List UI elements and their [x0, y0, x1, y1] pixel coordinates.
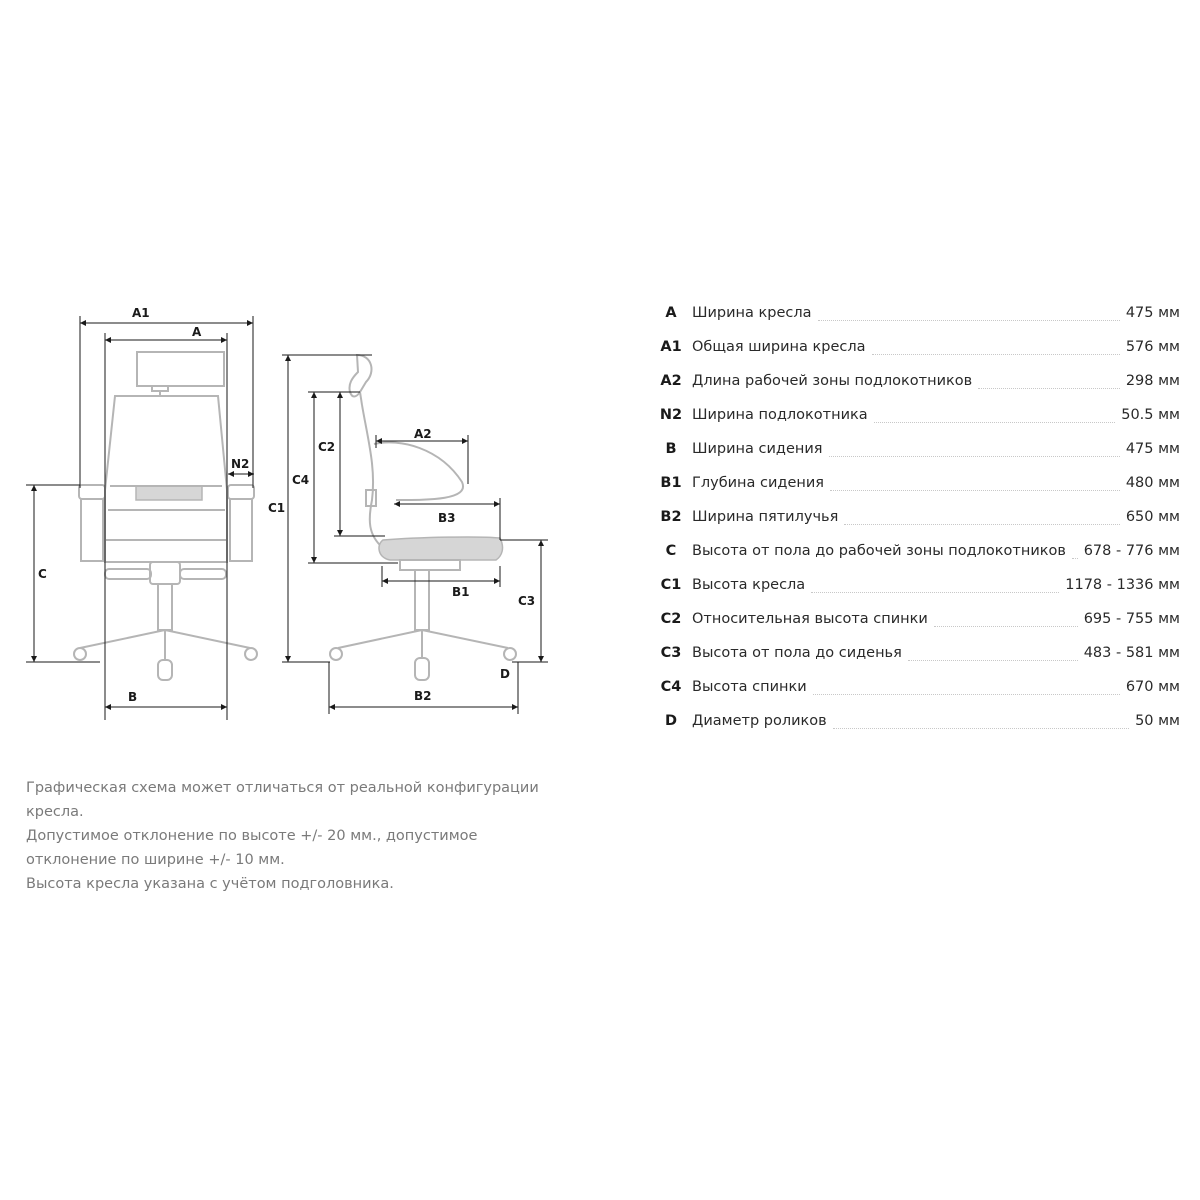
spec-code: B2 [660, 509, 682, 525]
spec-row [650, 568, 1180, 602]
spec-name: Ширина сидения [692, 441, 823, 457]
spec-name: Глубина сидения [692, 475, 825, 491]
spec-value: 298 мм [1125, 373, 1180, 389]
spec-row [650, 534, 1180, 568]
spec-value: 695 - 755 мм [1083, 611, 1180, 627]
dim-label-c2: C2 [318, 440, 336, 454]
spec-name: Ширина кресла [692, 305, 812, 321]
spec-name: Высота от пола до рабочей зоны подлокотников [692, 543, 1066, 559]
leader-dots [830, 490, 1120, 491]
dim-label-a: A [192, 325, 202, 339]
side-headrest [349, 355, 371, 397]
notes [26, 776, 566, 896]
spec-value: 480 мм [1125, 475, 1180, 491]
spec-name: Относительная высота спинки [692, 611, 928, 627]
spec-value: 475 мм [1125, 441, 1180, 457]
front-seat [105, 540, 227, 562]
front-lumbar [136, 486, 202, 500]
dim-label-b1: B1 [452, 585, 470, 599]
leader-dots [978, 388, 1120, 389]
leader-dots [829, 456, 1120, 457]
spec-row [650, 602, 1180, 636]
spec-value: 475 мм [1125, 305, 1180, 321]
front-mechanism [150, 562, 180, 584]
note-tolerance: Допустимое отклонение по высоте +/- 20 мм., допустимое отклонение по ширине +/- 10 мм. [26, 828, 478, 868]
dim-label-b2: B2 [414, 689, 432, 703]
spec-value: 576 мм [1125, 339, 1180, 355]
spec-value: 483 - 581 мм [1083, 645, 1180, 661]
spec-row [650, 364, 1180, 398]
leader-dots [934, 626, 1078, 627]
front-left-armrest [79, 485, 105, 499]
note-headrest: Высота кресла указана с учётом подголовника. [26, 876, 394, 892]
note-config: Графическая схема может отличаться от реальной конфигурации кресла. [26, 780, 539, 820]
spec-code: C4 [660, 679, 682, 695]
spec-value: 1178 - 1336 мм [1065, 577, 1180, 593]
leader-dots [833, 728, 1129, 729]
spec-name: Общая ширина кресла [692, 339, 866, 355]
dim-label-a1: A1 [132, 306, 150, 320]
dim-label-b: B [128, 690, 138, 704]
leader-dots [813, 694, 1120, 695]
spec-code: N2 [659, 407, 683, 423]
leader-dots [874, 422, 1116, 423]
front-headrest [137, 352, 224, 386]
spec-row [650, 704, 1180, 738]
side-mechanism [400, 560, 460, 570]
spec-row [650, 670, 1180, 704]
spec-code: B [665, 441, 677, 457]
front-headrest-mount [152, 386, 168, 391]
spec-row [650, 636, 1180, 670]
side-backrest [362, 405, 383, 548]
dim-label-b3: B3 [438, 511, 456, 525]
spec-name: Высота спинки [692, 679, 807, 695]
side-armrest [374, 442, 463, 500]
spec-table [650, 296, 1180, 738]
spec-value: 678 - 776 мм [1083, 543, 1180, 559]
dim-label-c1: C1 [268, 501, 286, 515]
spec-row [650, 432, 1180, 466]
front-right-armrest [228, 485, 254, 499]
dim-label-n2: N2 [231, 457, 250, 471]
side-seat [379, 537, 503, 560]
spec-code: C1 [660, 577, 682, 593]
spec-name: Длина рабочей зоны подлокотников [692, 373, 973, 389]
front-right-arm-post [230, 499, 252, 561]
spec-name: Ширина подлокотника [692, 407, 868, 423]
spec-value: 50.5 мм [1121, 407, 1180, 423]
dim-label-a2: A2 [414, 427, 432, 441]
spec-name: Ширина пятилучья [692, 509, 839, 525]
spec-row [650, 296, 1180, 330]
leader-dots [908, 660, 1078, 661]
front-view [26, 306, 257, 720]
spec-code: C [665, 543, 677, 559]
spec-code: D [664, 713, 678, 729]
spec-code: C3 [660, 645, 682, 661]
spec-value: 50 мм [1135, 713, 1180, 729]
side-gas-lift [415, 570, 429, 630]
spec-row [650, 466, 1180, 500]
front-left-arm-post [81, 499, 103, 561]
dim-label-c: C [38, 567, 47, 581]
front-backrest [105, 396, 227, 540]
leader-dots [844, 524, 1120, 525]
spec-name: Высота от пола до сиденья [692, 645, 902, 661]
side-view [268, 355, 548, 714]
front-gas-lift [158, 584, 172, 630]
chair-dimension-diagram [0, 0, 600, 760]
spec-code: A [665, 305, 677, 321]
spec-value: 650 мм [1125, 509, 1180, 525]
spec-code: A2 [660, 373, 682, 389]
spec-name: Высота кресла [692, 577, 806, 593]
spec-value: 670 мм [1125, 679, 1180, 695]
leader-dots [818, 320, 1120, 321]
spec-code: C2 [660, 611, 682, 627]
spec-code: A1 [660, 339, 682, 355]
leader-dots [811, 592, 1059, 593]
spec-code: B1 [660, 475, 682, 491]
spec-name: Диаметр роликов [692, 713, 827, 729]
dim-label-c4: C4 [292, 473, 310, 487]
side-base [338, 630, 508, 658]
spec-row [650, 500, 1180, 534]
dim-label-d: D [500, 667, 510, 681]
leader-dots [872, 354, 1120, 355]
leader-dots [1072, 558, 1078, 559]
dim-label-c3: C3 [518, 594, 536, 608]
spec-row [650, 330, 1180, 364]
spec-row [650, 398, 1180, 432]
